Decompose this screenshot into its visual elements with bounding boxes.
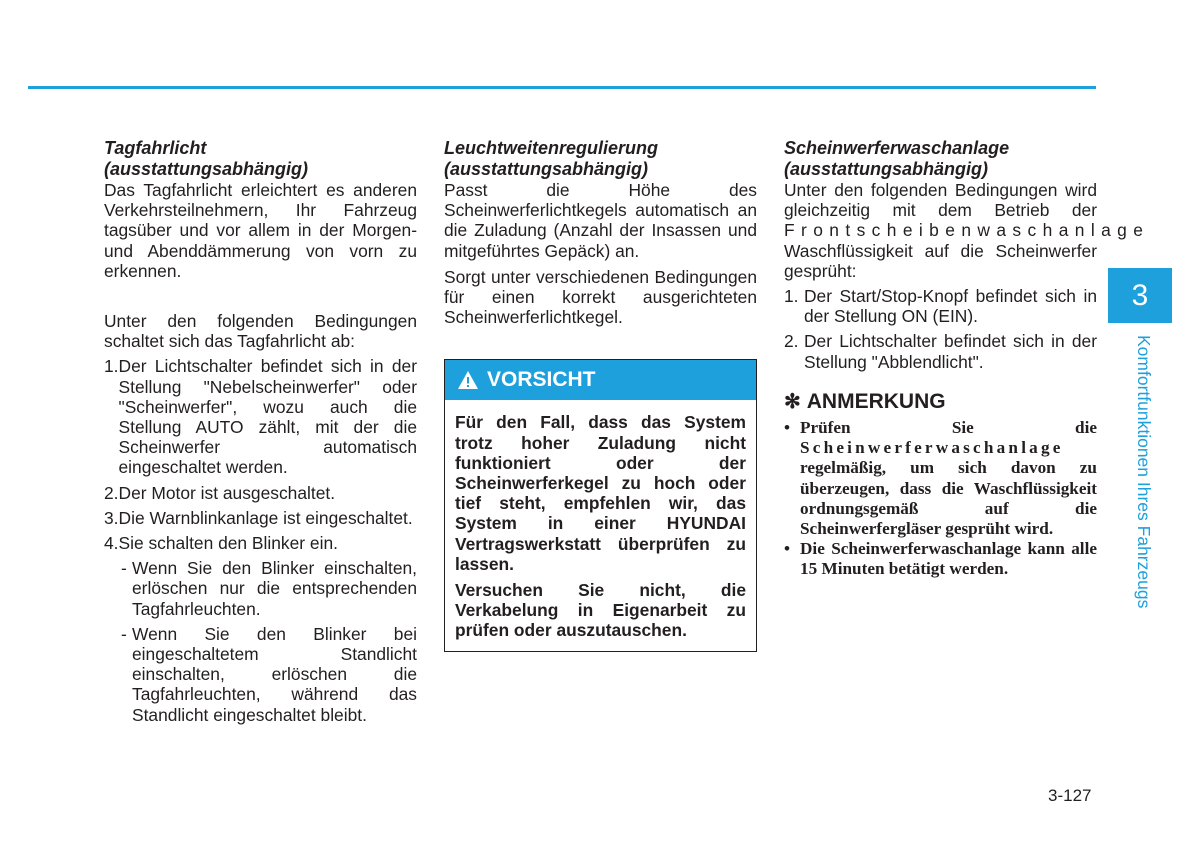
section-title-line: (ausstattungsabhängig) bbox=[784, 159, 989, 179]
sub-list-item: - Wenn Sie den Blinker bei eingeschaltetem Standlicht einschalten, erlöschen die Tagfahrleuchten, während das Standlicht eingeschaltet bleibt. bbox=[121, 623, 417, 725]
numbered-list bbox=[104, 356, 417, 724]
paragraph: Passt die Höhe des Scheinwerferlichtkegels automatisch an die Zuladung (Anzahl der Insassen und mitgeführtes Gepäck) an. bbox=[444, 180, 757, 261]
column-leuchtweitenregulierung bbox=[444, 138, 757, 652]
paragraph: Unter den folgenden Bedingungen schaltet sich das Tagfahrlicht ab: bbox=[104, 311, 417, 352]
chapter-tab: 3 bbox=[1108, 268, 1172, 323]
note-header bbox=[784, 389, 1097, 413]
section-title-line: Tagfahrlicht bbox=[104, 138, 207, 158]
section-title bbox=[784, 138, 1097, 180]
column-tagfahrlicht bbox=[104, 138, 417, 725]
caution-box bbox=[444, 359, 757, 651]
paragraph: Unter den folgenden Bedingungen wird gleichzeitig mit dem Betrieb der Frontscheibenwaschanlage Waschflüssigkeit auf die Scheinwerfer gesprüht: bbox=[784, 180, 1150, 281]
paragraph: Sorgt unter verschiedenen Bedingungen für einen korrekt ausgerichteten Scheinwerferlichtkegel. bbox=[444, 266, 757, 328]
list-item: 4. Sie schalten den Blinker ein. bbox=[104, 533, 338, 554]
section-title-line: Scheinwerferwaschanlage bbox=[784, 138, 1010, 158]
note-list bbox=[784, 418, 1097, 580]
section-title bbox=[444, 138, 757, 180]
section-title bbox=[104, 138, 417, 180]
note-item: • Prüfen Sie die Scheinwerferwaschanlage regelmäßig, um sich davon zu überzeugen, dass die Waschflüssigkeit ordnungsgemäß auf die Scheinwerfergläser gesprüht wird. bbox=[784, 418, 1097, 539]
asterisk-icon: ✻ bbox=[784, 390, 801, 413]
section-title-line: Leuchtweitenregulierung bbox=[444, 138, 659, 158]
note-heading: ANMERKUNG bbox=[806, 389, 946, 413]
warning-triangle-icon bbox=[457, 370, 479, 390]
chapter-label: Komfortfunktionen Ihres Fahrzeugs bbox=[1134, 335, 1154, 609]
caution-text: Versuchen Sie nicht, die Verkabelung in Eigenarbeit zu prüfen oder auszutauschen. bbox=[455, 580, 746, 641]
note-item: • Die Scheinwerferwaschanlage kann alle 15 Minuten betätigt werden. bbox=[784, 539, 1097, 579]
caution-body bbox=[445, 400, 756, 650]
section-title-line: (ausstattungsabhängig) bbox=[444, 159, 649, 179]
numbered-list bbox=[784, 286, 1097, 372]
page-number: 3-127 bbox=[1048, 786, 1092, 805]
list-item: 1. Der Lichtschalter befindet sich in der Stellung "Nebelscheinwerfer" oder "Scheinwerfer", wozu auch die Stellung AUTO zählt, mit der die Scheinwerfer automatisch eingeschaltet werden. bbox=[104, 356, 417, 478]
top-rule bbox=[28, 86, 1096, 89]
caution-heading: VORSICHT bbox=[487, 368, 596, 392]
caution-text: Für den Fall, dass das System trotz hoher Zuladung nicht funktioniert oder der Scheinwerferkegel zu hoch oder tief steht, empfehlen wir, das System in einer HYUNDAI Vertragswerkstatt überprüfen zu lassen. bbox=[455, 412, 746, 574]
list-item: 2. Der Lichtschalter befindet sich in der Stellung "Abblendlicht". bbox=[784, 331, 1097, 372]
list-item: 1. Der Start/Stop-Knopf befindet sich in der Stellung ON (EIN). bbox=[784, 286, 1097, 327]
sub-list-item: - Wenn Sie den Blinker einschalten, erlöschen nur die entsprechenden Tagfahrleuchten. bbox=[121, 558, 417, 619]
list-item: 3. Die Warnblinkanlage ist eingeschaltet. bbox=[104, 507, 413, 528]
caution-header bbox=[445, 360, 756, 400]
section-title-line: (ausstattungsabhängig) bbox=[104, 159, 309, 179]
paragraph: Das Tagfahrlicht erleichtert es anderen Verkehrsteilnehmern, Ihr Fahrzeug tagsüber und vor allem in der Morgen- und Abenddämmerung von vorn zu erkennen. bbox=[104, 180, 417, 281]
list-item: 2. Der Motor ist ausgeschaltet. bbox=[104, 482, 336, 503]
